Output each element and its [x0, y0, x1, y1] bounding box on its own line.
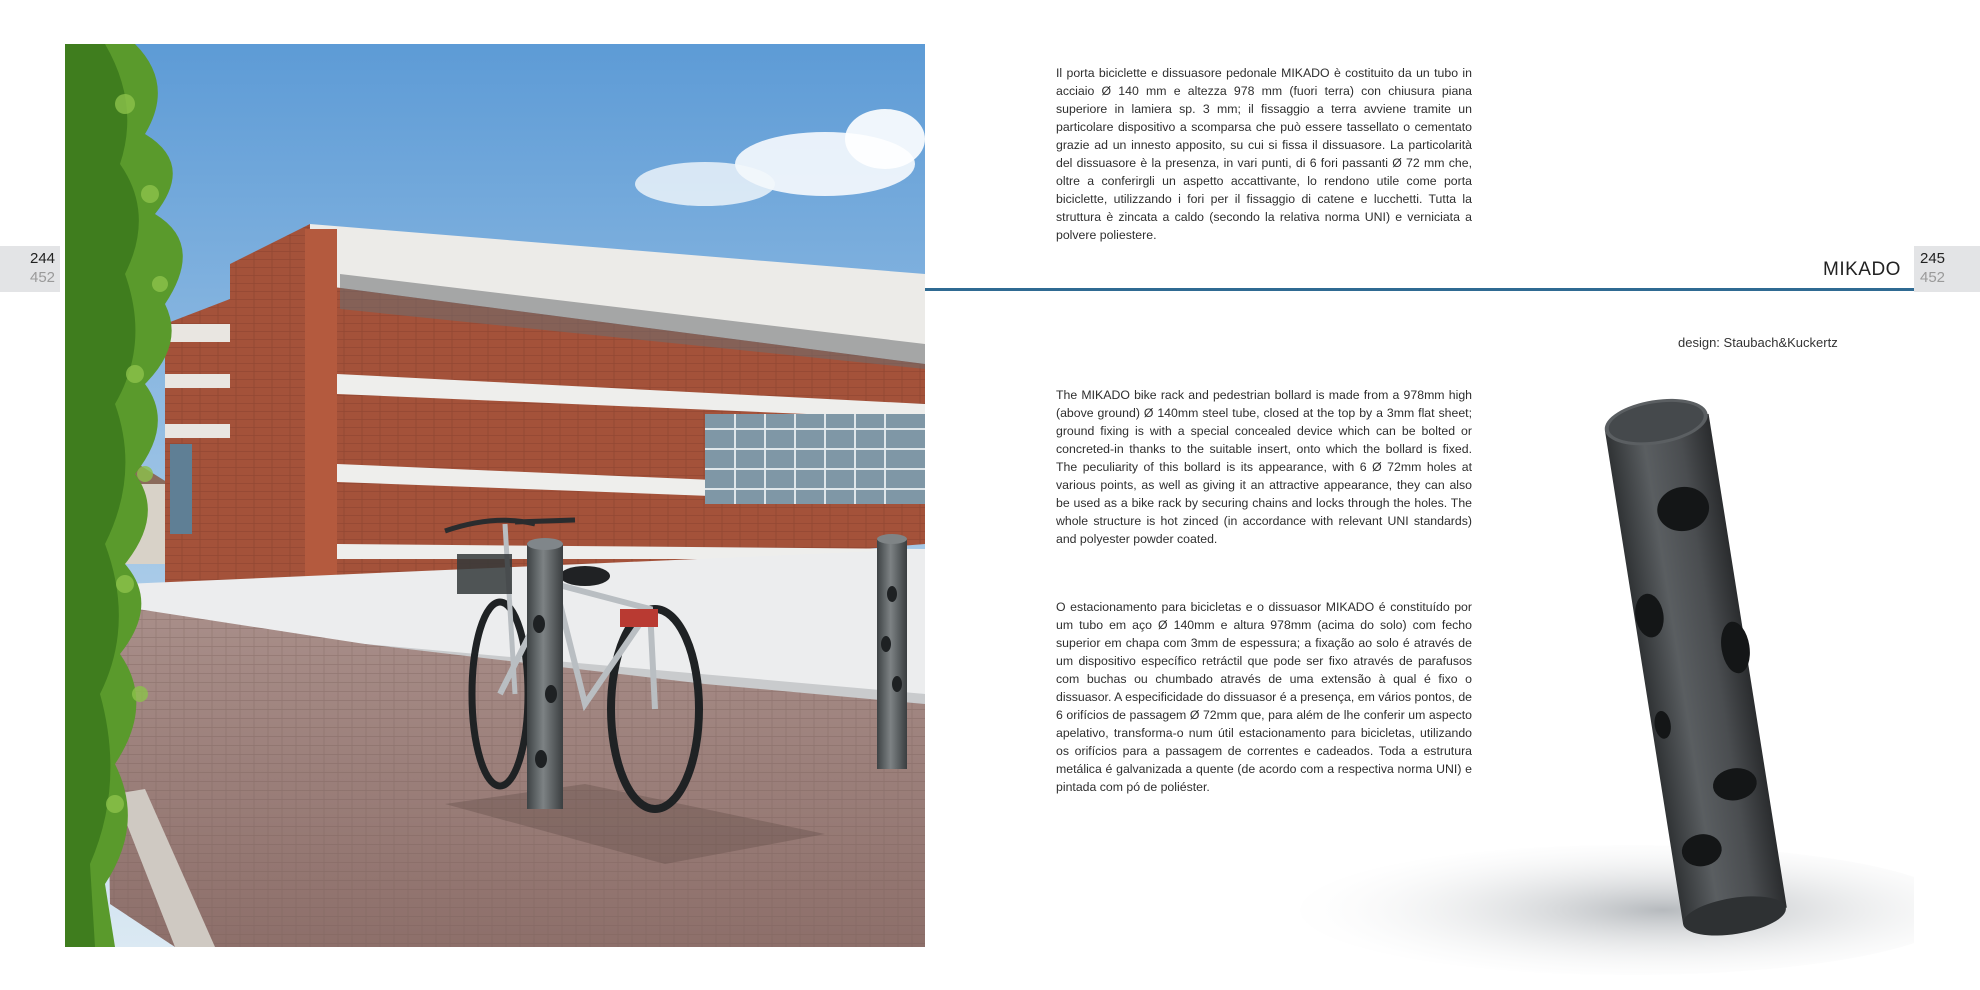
page-number: 244	[30, 250, 56, 267]
header-rule	[925, 288, 1914, 291]
product-photo-bollard	[1300, 380, 1914, 990]
product-title: MIKADO	[1823, 259, 1901, 280]
description-italian: Il porta biciclette e dissuasore pedonale MIKADO è costituito da un tubo in acciaio Ø 140 mm e altezza 978 mm (fuori terra) con chiusura piana superiore in lamiera sp. 3 mm; il fissaggio a terra avviene tramite un particolare dispositivo a scomparsa che può essere tassellato o cementato grazie ad un innesto apposito, su cui si fissa il dissuasore. La particolarità del dissuasore è la presenza, in vari punti, di 6 fori passanti Ø 72 mm che, oltre a conferirgli un aspetto accattivante, lo rendono utile come porta biciclette, utilizzando i fori per il fissaggio di catene e lucchetti. Tutta la struttura è zincata a caldo (secondo la relativa norma UNI) e verniciata a polvere poliestere.	[1056, 66, 1472, 242]
hero-photo-bike-rack-scene	[65, 44, 925, 947]
page-total: 452	[30, 269, 56, 286]
page-total: 452	[1920, 269, 1946, 286]
description-english: The MIKADO bike rack and pedestrian bollard is made from a 978mm high (above ground) Ø 140mm steel tube, closed at the top by a 3mm flat sheet; ground fixing is with a special concealed device which can be bolted or concreted-in thanks to the suitable insert, onto which the bollard is fixed. The peculiarity of this bollard is its appearance, with 6 Ø 72mm holes at various points, as well as giving it an attractive appearance, they can also be used as a bike rack by securing chains and locks through the holes. The whole structure is hot zinced (in accordance with relevant UNI standards) and polyester powder coated.	[1056, 388, 1472, 546]
page-number-tab-left	[0, 246, 60, 292]
page-number-tab-right	[1914, 246, 1980, 292]
page-number: 245	[1920, 250, 1946, 267]
description-portuguese: O estacionamento para bicicletas e o dissuasor MIKADO é constituído por um tubo em aço Ø 140mm e altura 978mm (acima do solo) com fecho superior em chapa com 3mm de espessura; a fixação ao solo é através de um dispositivo específico retráctil que pode ser fixo através de parafusos com buchas ou chumbado através de uma extensão à qual é fixo o dissuasor. A especificidade do dissuasor é a presença, em vários pontos, de 6 orifícios de passagem Ø 72mm que, para além de lhe conferir um aspecto apelativo, transforma-o num útil estacionamento para bicicletas, utilizando os orifícios para a passagem de correntes e cadeados. Toda a estrutura metálica é galvanizada a quente (de acordo com a respectiva norma UNI) e pintada com pó de poliéster.	[1056, 600, 1472, 794]
designer-credit: design: Staubach&Kuckertz	[1678, 335, 1838, 350]
